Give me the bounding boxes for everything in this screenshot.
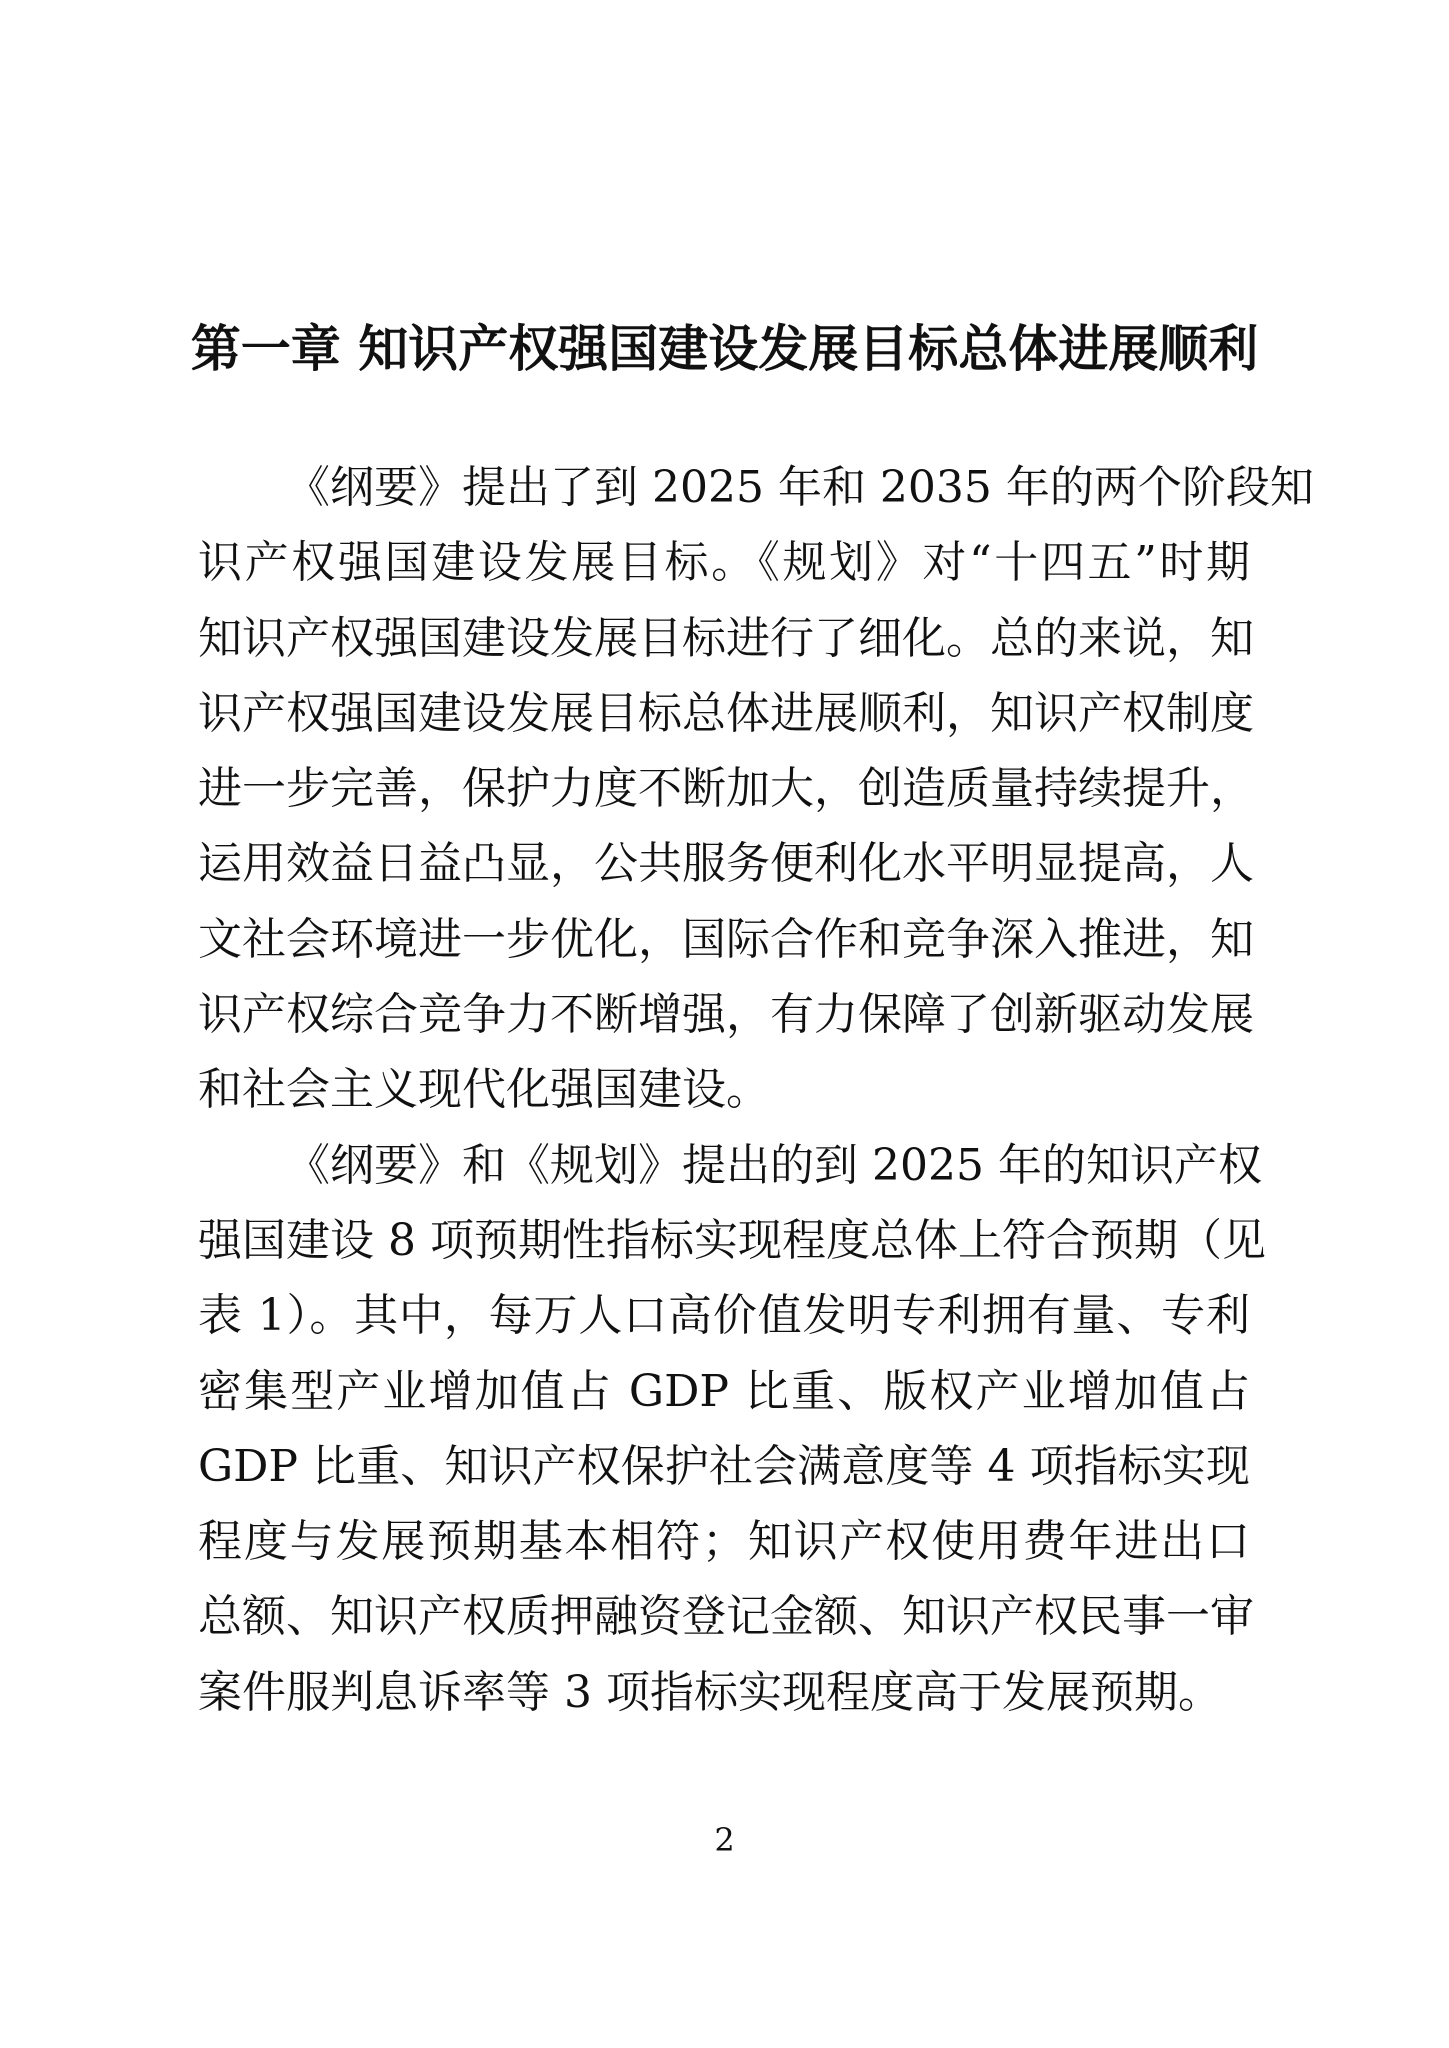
paragraph-1 bbox=[198, 450, 1314, 1128]
text-line: 文社会环境进一步优化，国际合作和竞争深入推进，知 bbox=[198, 913, 1254, 965]
body-text bbox=[198, 450, 1314, 1730]
text-line: 程度与发展预期基本相符；知识产权使用费年进出口 bbox=[198, 1516, 1250, 1568]
text-line: 《纲要》和《规划》提出的到 2025 年的知识产权 bbox=[286, 1139, 1262, 1191]
text-line: 运用效益日益凸显，公共服务便利化水平明显提高，人 bbox=[198, 838, 1254, 890]
page-number: 2 bbox=[714, 1821, 735, 1859]
text-line: 《纲要》提出了到 2025 年和 2035 年的两个阶段知 bbox=[286, 462, 1314, 513]
text-line: 和社会主义现代化强国建设。 bbox=[198, 1064, 770, 1116]
text-line: 强国建设 8 项预期性指标实现程度总体上符合预期（见 bbox=[198, 1214, 1266, 1266]
text-line: 密集型产业增加值占 GDP 比重、版权产业增加值占 bbox=[198, 1365, 1250, 1417]
chapter-title: 第一章 知识产权强国建设发展目标总体进展顺利 bbox=[190, 320, 1259, 378]
text-line: 案件服判息诉率等 3 项指标实现程度高于发展预期。 bbox=[198, 1666, 1222, 1718]
text-line: GDP 比重、知识产权保护社会满意度等 4 项指标实现 bbox=[198, 1440, 1250, 1492]
text-line: 总额、知识产权质押融资登记金额、知识产权民事一审 bbox=[198, 1591, 1254, 1643]
text-line: 表 1）。其中，每万人口高价值发明专利拥有量、专利 bbox=[198, 1290, 1250, 1342]
text-line: 知识产权强国建设发展目标进行了细化。总的来说，知 bbox=[198, 612, 1254, 664]
text-line: 识产权强国建设发展目标。《规划》对“十四五”时期 bbox=[198, 537, 1250, 589]
text-line: 识产权综合竞争力不断增强，有力保障了创新驱动发展 bbox=[198, 989, 1254, 1041]
text-line: 进一步完善，保护力度不断加大，创造质量持续提升， bbox=[198, 763, 1254, 815]
text-line: 识产权强国建设发展目标总体进展顺利，知识产权制度 bbox=[198, 687, 1254, 739]
paragraph-2 bbox=[198, 1128, 1266, 1730]
